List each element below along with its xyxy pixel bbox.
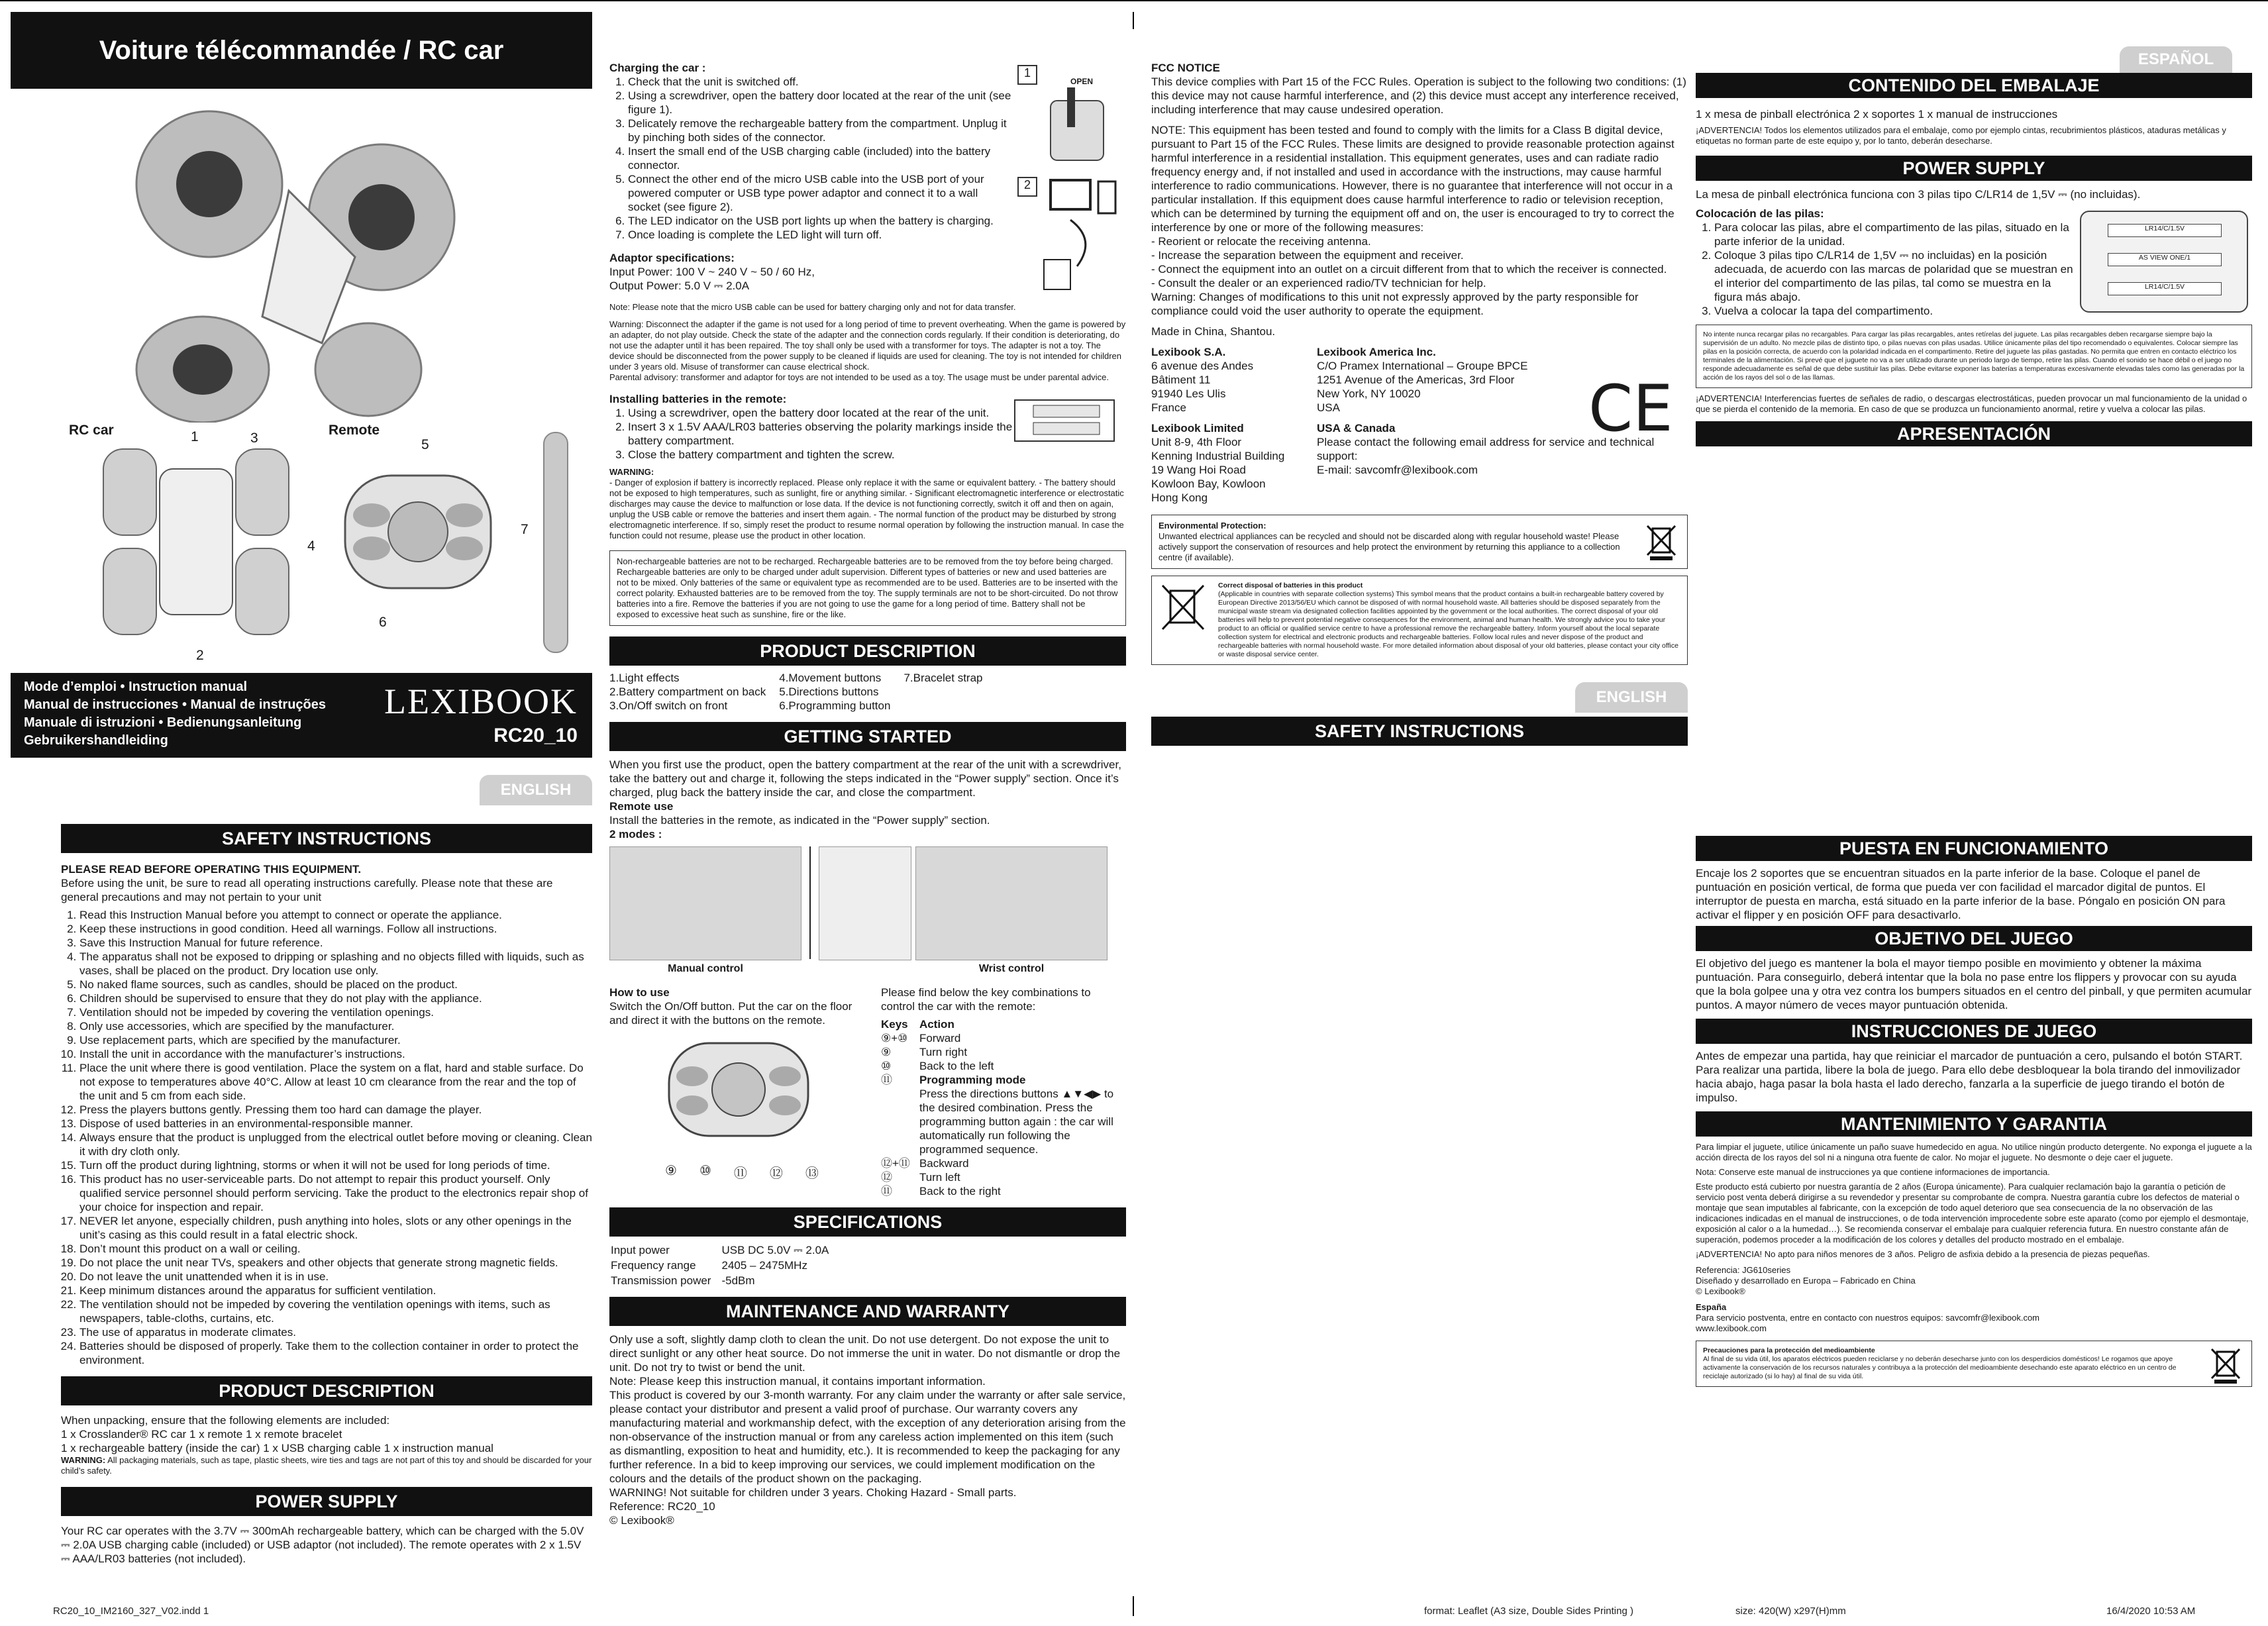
website: www.lexibook.com	[1696, 1323, 1767, 1333]
remote-label: Remote	[329, 423, 380, 438]
fcc-note: NOTE: This equipment has been tested and found to comply with the limits for a Class B digital device, pursuant to Part 15 of the FCC Rules. These limits are designed to provide reasonable protection against harmful interference in a residential installation. This equipment generates, uses and can radiate radio frequency energy and, if not installed and used in accordance with the instructions, may cause harmful interference to radio communications. However, there is no guarantee that interference will not occur in a particular installation. If this equipment does cause harmful interference to radio or television reception, which can be determined by turning the equipment off and on, the user is encouraged to try to correct the interference by one or more of the following measures:	[1151, 124, 1675, 234]
charging-step: 6. The LED indicator on the USB port lights up when the battery is charging.	[628, 214, 1013, 228]
product-items	[609, 671, 1126, 713]
figure-2-number: 2	[1017, 177, 1037, 197]
safety-item: 12. Press the players buttons gently. Pressing them too hard can damage the player.	[79, 1103, 592, 1117]
address-line: Please contact the following email address for service and technical support:	[1317, 436, 1655, 462]
address-line: New York, NY 10020	[1317, 387, 1421, 400]
panel-cover	[11, 12, 592, 1566]
safety-item: 6. Children should be supervised to ensure that they do not play with the appliance.	[79, 991, 592, 1005]
remote-use-text: Install the batteries in the remote, as indicated in the “Power supply” section.	[609, 814, 990, 827]
callout-4: 4	[307, 538, 315, 554]
charging-step: 1. Check that the unit is switched off.	[628, 75, 1013, 89]
remote-battery-figure	[1013, 399, 1119, 445]
battery-placement-steps	[1696, 221, 2073, 318]
key-number: ⑪	[733, 1166, 747, 1181]
callout-1: 1	[191, 429, 199, 444]
address-line: Bâtiment 11	[1151, 374, 1211, 386]
specifications-table	[609, 1242, 839, 1289]
product-item: 6.Programming button	[779, 699, 891, 712]
safety-item: 13. Dispose of used batteries in an environmental-responsible manner.	[79, 1117, 592, 1131]
keys-intro: Please find below the key combinations to control the car with the remote:	[881, 986, 1091, 1013]
product-item: 3.On/Off switch on front	[609, 699, 728, 712]
product-item: 4.Movement buttons	[779, 672, 882, 684]
spain-text: Para servicio postventa, entre en contacto con nuestros equipos: savcomfr@lexibook.com	[1696, 1313, 2040, 1323]
action-cell: Programming mode	[919, 1074, 1026, 1086]
ce-mark: CE	[1588, 372, 1673, 446]
spec-label: Frequency range	[611, 1259, 696, 1272]
safety-item: 5. No naked flame sources, such as candles, should be placed on the product.	[79, 978, 592, 991]
callout-6: 6	[379, 615, 387, 630]
footer-format: format: Leaflet (A3 size, Double Sides Printing )	[1424, 1605, 1633, 1617]
safety-item: 22. The ventilation should not be impeded by covering the ventilation openings with items, such as newspapers, table-cloths, curtains, etc.	[79, 1297, 592, 1325]
how-to-use-text: Switch the On/Off button. Put the car on the floor and direct it with the buttons on the remote.	[609, 1000, 852, 1027]
address-line: Kenning Industrial Building	[1151, 450, 1285, 462]
manual-control-caption: Manual control	[668, 963, 743, 974]
action-cell: Turn right	[919, 1046, 968, 1058]
footer-date: 16/4/2020 10:53 AM	[2106, 1605, 2196, 1617]
charging-step: 7. Once loading is complete the LED light will turn off.	[628, 228, 1013, 242]
parental-advisory: Parental advisory: transformer and adaptor for toys are not intended to be used as a toy. The usage must be under parental advice.	[609, 372, 1109, 382]
adaptor-note: Note: Please note that the micro USB cable can be used for battery charging only and not for data transfer.	[609, 302, 1016, 312]
fold-mark-top	[1133, 12, 1134, 29]
product-description-title: PRODUCT DESCRIPTION	[61, 1376, 592, 1405]
battery-disposal-text: (Applicable in countries with separate collection systems) This symbol means that the product contains a built-in rechargeable battery covered by European Directive 2013/56/EU which cannot be disposed of with normal household waste. All batteries should be disposed separately from the municipal waste stream via designated collection facilities appointed by the government or the local authorities. The correct disposal of your old batteries will help to prevent potential negative consequences for the environment, animal and human health. We strongly advice you to take your product to an official or qualified service centre to have a professional remove the rechargeable battery. Inform yourself about the local separate collection system for electrical and electronic products and rechargeable batteries. Follow local rules and never dispose of the product and rechargeable batteries with normal household waste. For more detailed information about disposal of your old batteries, please contact your city office or waste disposal service center.	[1218, 590, 1678, 658]
address-line: Kowloon Bay, Kowloon	[1151, 478, 1266, 490]
battery-door-figure	[1037, 87, 1117, 167]
fcc-measure: - Connect the equipment into an outlet on a circuit different from that to which the receiver is connected.	[1151, 263, 1667, 276]
fold-mark-bottom	[1133, 1596, 1134, 1616]
environment-title-es: Precauciones para la protección del medioambiente	[1703, 1347, 1875, 1354]
battery-disposal-title: Correct disposal of batteries in this product	[1218, 582, 1363, 589]
key-number: ⑩	[699, 1164, 711, 1178]
battery-label: LR14/C/1.5V	[2108, 282, 2222, 295]
maintenance-title: MAINTENANCE AND WARRANTY	[609, 1297, 1126, 1326]
safety-title-2: SAFETY INSTRUCTIONS	[1151, 717, 1688, 746]
battery-bin-icon	[1160, 582, 1206, 635]
fcc-measure: - Increase the separation between the equipment and receiver.	[1151, 249, 1464, 262]
address-line: Lexibook America Inc.	[1317, 346, 1436, 358]
product-line-1: 1 x Crosslander® RC car 1 x remote 1 x remote bracelet	[61, 1428, 342, 1441]
safety-item: 24. Batteries should be disposed of properly. Take them to the collection container in order to protect the environment.	[79, 1339, 592, 1367]
safety-item: 20. Do not leave the unit unattended when it is in use.	[79, 1270, 592, 1284]
maintenance-note: Note: Please keep this instruction manual, it contains important information.	[609, 1375, 986, 1388]
battery-notice-box: Non-rechargeable batteries are not to be recharged. Rechargeable batteries are to be removed from the toy before being charged. Rechargeable batteries are only to be charged under adult supervision. Different types of batteries or new and used batteries are not to be mixed. Only batteries of the same or equivalent type as recommended are to be used. Batteries are to be inserted with the correct polarity. Exhausted batteries are to be removed from the toy. The supply terminals are not to be short-circuited. Do not throw batteries into a fire. Remove the batteries if you are not going to use the game for a long period of time. Battery shall not be exposed to excessive heat such as sunshine, fire or the like.	[609, 550, 1126, 626]
fcc-measure: - Reorient or relocate the receiving antenna.	[1151, 235, 1371, 248]
safety-item: 15. Turn off the product during lightning, storms or when it will not be used for long periods of time.	[79, 1158, 592, 1172]
model-number: RC20_10	[493, 725, 578, 746]
address-line: USA	[1317, 401, 1340, 414]
power-supply-text: Your RC car operates with the 3.7V ⎓ 300mAh rechargeable battery, which can be charged with the 5.0V ⎓ 2.0A USB charging cable (included) or USB adaptor (not included). The remote operates with 2 x 1.5V ⎓ AAA/LR03 batteries (not included).	[61, 1525, 584, 1565]
address-line: Hong Kong	[1151, 491, 1208, 504]
maintenance-warranty-es: Este producto está cubierto por nuestra garantía de 2 años (Europa únicamente). Para cualquier reclamación bajo la garantía o petición de servicio post venta deberá dirigirse a su revendedor y presentar su comprobante de compra. Nuestra garantía cubre los defectos de material o montaje que sean imputables al fabricante, con la excepción de todo aquel deterioro que sea consecuencia de la no observación de las indicaciones indicadas en el manual de instrucciones, o de toda intervención improcedente sobre este aparato (como por ejemplo el desmontaje, exposición al calor o a la humedad…). Se recomienda conservar el embalaje para cualquier referencia futura. En nuestro constante afán de superación, podemos proceder a la modificación de los colores y detalles del producto mostrado en el embalaje.	[1696, 1182, 2249, 1245]
modes-photos	[609, 846, 1126, 975]
game-instructions-text: Antes de empezar una partida, hay que reiniciar el marcador de puntuación a cero, pulsando el botón START. Para realizar una partida, libere la bola de juego. Para ello debe desbloquear la bola tirando del inmovilizador hacia abajo, haga pasar la bola hasta el lado derecho, fanzarla a la superficie de juego tirando el botón de impulso.	[1696, 1050, 2243, 1104]
wrist-control-caption: Wrist control	[978, 963, 1045, 974]
fcc-title: FCC NOTICE	[1151, 62, 1220, 74]
address-line: 6 avenue des Andes	[1151, 360, 1254, 372]
manual-line-1: Mode d’emploi • Instruction manual	[24, 680, 248, 694]
maintenance-warning-es: ¡ADVERTENCIA! No apto para niños menores de 3 años. Peligro de asfixia debido a la presencia de piezas pequeñas.	[1696, 1249, 2150, 1259]
fcc-warning: Warning: Changes of modifications to this unit not expressly approved by the party responsible for compliance could void the user authority to operate the equipment.	[1151, 291, 1639, 317]
key-cell: ⑩	[881, 1060, 892, 1072]
safety-item: 7. Ventilation should not be impeded by covering the ventilation openings.	[79, 1005, 592, 1019]
panel-espanol	[1696, 46, 2252, 1387]
address-line: 1251 Avenue of the Americas, 3rd Floor	[1317, 374, 1515, 386]
adaptor-input: Input Power: 100 V ~ 240 V ~ 50 / 60 Hz,	[609, 266, 815, 278]
warning-title: WARNING:	[609, 467, 654, 477]
support-email: E-mail: savcomfr@lexibook.com	[1317, 464, 1478, 476]
key-cell: ⑫+⑪	[881, 1157, 910, 1170]
action-head: Action	[919, 1018, 954, 1031]
charging-step: 3. Delicately remove the rechargeable battery from the compartment. Unplug it by pinching both sides of the connector.	[628, 117, 1013, 144]
maintenance-note-es: Nota: Conserve este manual de instrucciones ya que contiene informaciones de importancia.	[1696, 1167, 2050, 1177]
getting-started-text: When you first use the product, open the battery compartment at the rear of the unit with a screwdriver, take the battery out and charge it, following the steps indicated in the “Power supply” section. Once it’s charged, plug back the battery inside the car, and close the compartment.	[609, 758, 1121, 799]
power-supply-text-es: La mesa de pinball electrónica funciona con 3 pilas tipo C/LR14 de 1,5V ⎓ (no incluidas).	[1696, 188, 2141, 201]
product-warning: All packaging materials, such as tape, plastic sheets, wire ties and tags are not part of this toy and should be discarded for your child’s safety.	[61, 1455, 592, 1476]
safety-item: 3. Save this Instruction Manual for future reference.	[79, 936, 592, 950]
copyright-es: © Lexibook®	[1696, 1286, 1745, 1296]
usb-charging-figure	[1037, 174, 1123, 299]
spec-value: 2405 – 2475MHz	[721, 1259, 807, 1272]
reference-es: Referencia: JG610series	[1696, 1265, 1791, 1275]
game-instructions-title: INSTRUCCIONES DE JUEGO	[1696, 1019, 2252, 1044]
battery-disposal-box	[1151, 576, 1688, 665]
reference: Reference: RC20_10	[609, 1500, 715, 1513]
english-tab: ENGLISH	[480, 775, 592, 805]
install-steps	[609, 406, 1013, 462]
maintenance-text-es: Para limpiar el juguete, utilice únicamente un paño suave humedecido en agua. No utilice ningún producto detergente. No exponga el juguete a la acción directa de los rayos del sol ni a ninguna otra fuente de calor. No mojar el juguete. No desmonte o deje caer el juguete.	[1696, 1142, 2252, 1162]
battery-label: LR14/C/1.5V	[2108, 224, 2222, 237]
safety-intro: Before using the unit, be sure to read all operating instructions carefully. Please note that these are general precautions and may not pertain to your unit	[61, 877, 553, 903]
spec-value: USB DC 5.0V ⎓ 2.0A	[721, 1244, 829, 1256]
emi-warning: ¡ADVERTENCIA! Interferencias fuertes de señales de radio, o descargas electrostáticas, pueden provocar un mal funcionamiento de la unidad o que se pierda el contenido de la memoria. En caso de que se produzca un funcionamiento anormal, retire y vuelva a colocar las pilas.	[1696, 393, 2247, 414]
power-supply-title-es: POWER SUPPLY	[1696, 156, 2252, 181]
action-cell: Backward	[919, 1157, 969, 1170]
footer-filename: RC20_10_IM2160_327_V02.indd 1	[53, 1605, 209, 1617]
charging-title: Charging the car :	[609, 62, 706, 74]
key-number: ⑨	[665, 1164, 677, 1178]
address-line: C/O Pramex International – Groupe BPCE	[1317, 360, 1528, 372]
keys-head: Keys	[881, 1018, 908, 1031]
callout-5: 5	[421, 437, 429, 452]
remote-use-title: Remote use	[609, 800, 674, 813]
manual-line-2: Manual de instrucciones • Manual de instruções	[24, 697, 326, 712]
spec-label: Transmission power	[611, 1274, 711, 1287]
start-title: PUESTA EN FUNCIONAMIENTO	[1696, 836, 2252, 861]
environment-box-es	[1696, 1341, 2252, 1387]
safety-lead: PLEASE READ BEFORE OPERATING THIS EQUIPMENT.	[61, 863, 362, 876]
maintenance-text: Only use a soft, slightly damp cloth to clean the unit. Do not use detergent. Do not expose the unit to direct sunlight or any other heat source. Do not immerse the unit in water. Do not dismantle or drop the unit. Do not try to twist or bend the unit.	[609, 1333, 1121, 1374]
product-item: 1.Light effects	[609, 672, 680, 684]
made-in: Made in China, Shantou.	[1151, 325, 1276, 338]
rc-car-label: RC car	[69, 423, 114, 438]
spec-label: Input power	[611, 1244, 670, 1256]
how-to-use-title: How to use	[609, 986, 670, 999]
wheelie-bin-icon-es	[2209, 1345, 2242, 1385]
product-intro: When unpacking, ensure that the following elements are included:	[61, 1414, 390, 1427]
battery-step: 2. Coloque 3 pilas tipo C/LR14 de 1,5V ⎓ no incluidas) en la posición adecuada, de acuerdo con las marcas de polaridad que se muestran en el interior del compartimento de las pilas, tal como se muestra en la figura más abajo.	[1714, 248, 2073, 304]
callout-2: 2	[196, 648, 204, 663]
keys-table	[881, 1017, 1126, 1198]
footer-size: size: 420(W) x297(H)mm	[1735, 1605, 1846, 1617]
environmental-title: Environmental Protection:	[1159, 521, 1266, 531]
charging-steps	[609, 75, 1013, 242]
action-cell: Forward	[919, 1032, 961, 1044]
rc-car-illustration	[11, 91, 592, 423]
safety-item: 4. The apparatus shall not be exposed to dripping or splashing and no objects filled with liquids, such as vases, shall be placed on the product. Dry location use only.	[79, 950, 592, 978]
presentation-title: APRESENTACIÓN	[1696, 421, 2252, 446]
lexibook-logo: LEXIBOOK	[384, 682, 578, 721]
charging-step: 2. Using a screwdriver, open the battery door located at the rear of the unit (see figure 1).	[628, 89, 1013, 117]
designed-es: Diseñado y desarrollado en Europa – Fabricado en China	[1696, 1276, 1916, 1286]
figure-open-label: OPEN	[1070, 77, 1094, 86]
battery-compartment-figure	[2080, 211, 2248, 313]
rc-car-top-view	[97, 442, 309, 641]
power-supply-title: POWER SUPPLY	[61, 1487, 592, 1516]
contents-title: CONTENIDO DEL EMBALAJE	[1696, 73, 2252, 98]
install-step: 2. Insert 3 x 1.5V AAA/LR03 batteries observing the polarity markings inside the battery compartment.	[628, 420, 1013, 448]
manual-control-photo	[609, 846, 801, 960]
panel-fcc	[1151, 61, 1688, 746]
fcc-text: This device complies with Part 15 of the FCC Rules. Operation is subject to the following two conditions: (1) this device may not cause harmful interference, and (2) this device must accept any interference received, including interference that may cause undesired operation.	[1151, 76, 1686, 116]
safety-item: 14. Always ensure that the product is unplugged from the electrical outlet before moving or cleaning. Clean it with dry cloth only.	[79, 1131, 592, 1158]
install-step: 3. Close the battery compartment and tighten the screw.	[628, 448, 1013, 462]
safety-item: 17. NEVER let anyone, especially children, push anything into holes, slots or any other openings in the unit’s casing as this could result in a fatal electric shock.	[79, 1214, 592, 1242]
battery-label: AS VIEW ONE/1	[2108, 253, 2222, 266]
safety-item: 9. Use replacement parts, which are specified by the manufacturer.	[79, 1033, 592, 1047]
safety-item: 11. Place the unit where there is good ventilation. Place the system on a flat, hard and stable surface. Do not expose to temperatures above 40°C. Allow at least 10 cm clearance from the rear and the top of the unit and 5 cm from each side.	[79, 1061, 592, 1103]
safety-item: 19. Do not place the unit near TVs, speakers and other objects that generate strong magnetic fields.	[79, 1256, 592, 1270]
action-cell: Back to the right	[919, 1185, 1001, 1197]
manual-strip	[11, 673, 592, 758]
maintenance-warning: WARNING! Not suitable for children under 3 years. Choking Hazard - Small parts.	[609, 1486, 1017, 1499]
safety-item: 8. Only use accessories, which are specified by the manufacturer.	[79, 1019, 592, 1033]
safety-item: 2. Keep these instructions in good condition. Heed all warnings. Follow all instructions.	[79, 922, 592, 936]
copyright: © Lexibook®	[609, 1514, 674, 1527]
objective-title: OBJETIVO DEL JUEGO	[1696, 926, 2252, 951]
getting-started-title: GETTING STARTED	[609, 722, 1126, 751]
callout-3: 3	[250, 431, 258, 446]
callout-7: 7	[521, 522, 529, 537]
manual-line-4: Gebruikershandleiding	[24, 733, 168, 748]
espanol-tab: ESPAÑOL	[2120, 46, 2232, 73]
charging-figures	[1017, 61, 1123, 306]
wheelie-bin-icon	[1645, 522, 1678, 562]
maintenance-title-es: MANTENIMIENTO Y GARANTIA	[1696, 1111, 2252, 1137]
charging-step: 5. Connect the other end of the micro USB cable into the USB port of your powered computer or USB type power adaptor and connect it to a wall socket (see figure 2).	[628, 172, 1013, 214]
key-cell: ⑪	[881, 1074, 892, 1086]
start-text: Encaje los 2 soportes que se encuentran situados en la parte inferior de la base. Coloque el panel de puntuación en posición vertical, de forma que pueda ver con facilidad el marcador digital de puntos. El interruptor de puesta en marcha, está situado en la parte inferior de la base. Póngalo en posición ON para activar el flipper y en posición OFF para desactivarlo.	[1696, 867, 2226, 921]
safety-item: 1. Read this Instruction Manual before you attempt to connect or operate the appliance.	[79, 908, 592, 922]
environmental-text: Unwanted electrical appliances can be recycled and should not be discarded along with regular household waste! Please actively support the conservation of resources and help protect the environment by returning this appliance to a collection centre (if available).	[1159, 531, 1620, 562]
contents-text: 1 x mesa de pinball electrónica 2 x soportes 1 x manual de instrucciones	[1696, 108, 2058, 121]
address-line: Unit 8-9, 4th Floor	[1151, 436, 1242, 448]
safety-item: 21. Keep minimum distances around the apparatus for sufficient ventilation.	[79, 1284, 592, 1297]
wrist-strap-photo	[819, 846, 911, 960]
battery-notice-box-es: No intente nunca recargar pilas no recargables. Para cargar las pilas recargables, antes retírelas del juguete. Las pilas recargables deben recargarse siempre bajo la supervisión de un adulto. No mezcle pilas de distinto tipo, o pilas nuevas con pilas usadas. Utilice únicamente pilas del tipo recomendado o equivalentes. Colocar siempre las pilas en la posición correcta, de acuerdo con la polaridad indicada en el compartimento. Retire del juguete las pilas gastadas. No permita que entren en contacto eléctrico los terminales de la alimentación. Si prevé que el juguete no va a ser utilizado durante un periodo largo de tiempo, retire las pilas. Cuando el sonido se hace débil o el juego no responde adecuadamente es señal de que debe sustituir las pilas. Debe evitarse exponer las baterías a temperaturas excesivamente elevadas tales como las generadas por la acción de los rayos del sol o de las llamas.	[1696, 325, 2252, 388]
install-step: 1. Using a screwdriver, open the battery door located at the rear of the unit.	[628, 406, 1013, 420]
address-line: USA & Canada	[1317, 422, 1396, 434]
english-tab-2: ENGLISH	[1575, 682, 1688, 713]
safety-list	[61, 908, 592, 1367]
environmental-box	[1151, 515, 1688, 569]
how-to-use-area	[609, 986, 1126, 1198]
address-line: Lexibook Limited	[1151, 422, 1244, 434]
figure-1-number: 1	[1017, 65, 1037, 85]
key-cell: ⑫	[881, 1171, 892, 1184]
address-line: France	[1151, 401, 1186, 414]
objective-text: El objetivo del juego es mantener la bola el mayor tiempo posible en movimiento y obtener la máxima puntuación. Para conseguirlo, deberá intentar que la bola no pase entre los flippers y provocar con su ayuda que la bola golpee una y otra vez contra los bumpers situados en el centro del pinball, y que permiten acumular puntos. A mayor número de veces mayor puntuación obtenida.	[1696, 957, 2252, 1011]
bracelet-strap	[543, 432, 568, 653]
manual-line-3: Manuale di istruzioni • Bedienungsanleitung	[24, 715, 302, 730]
addresses	[1151, 345, 1688, 511]
panel-english-instructions	[609, 61, 1126, 1527]
spec-value: -5dBm	[721, 1274, 755, 1287]
address-line: Lexibook S.A.	[1151, 346, 1226, 358]
wrist-control-photo	[915, 846, 1108, 960]
safety-item: 23. The use of apparatus in moderate climates.	[79, 1325, 592, 1339]
environment-text-es: Al final de su vida útil, los aparatos eléctricos pueden reciclarse y no deberán desecharse junto con los desperdicios domésticos! Le rogamos que apoye activamente la conservación de los recursos naturales y contribuya a la protección del medioambiente desechando este aparato eléctrico en un centro de reciclaje autorizado (si lo hay) al final de su vida útil.	[1703, 1355, 2177, 1380]
key-number: ⑫	[769, 1166, 783, 1181]
safety-item: 10. Install the unit in accordance with the manufacturer’s instructions.	[79, 1047, 592, 1061]
key-cell: ⑨	[881, 1046, 892, 1058]
install-batteries-title: Installing batteries in the remote:	[609, 393, 787, 405]
remote-illustration	[342, 462, 494, 595]
fcc-measure: - Consult the dealer or an experienced radio/TV technician for help.	[1151, 277, 1486, 289]
action-cell: Back to the left	[919, 1060, 994, 1072]
product-description-title-2: PRODUCT DESCRIPTION	[609, 636, 1126, 666]
adaptor-warning: Warning: Disconnect the adapter if the game is not used for a long period of time to prevent overheating. When the game is powered by an adapter, do not play outside. Check the state of the adapter and the connection cords regularly. If their condition is deteriorating, do not use the adapter until it has been repaired. The toy shall only be used with a transformer for toys. The adapter is not a toy. The device should be disconnected from the power supply to be cleaned if liquids are used for cleaning. The toy is not intended for children under 3 years old. Misuse of transformer can cause electrical shock.	[609, 319, 1126, 372]
product-line-2: 1 x rechargeable battery (inside the car) 1 x USB charging cable 1 x instruction manual	[61, 1442, 493, 1454]
product-item: 5.Directions buttons	[779, 686, 879, 698]
battery-warning: - Danger of explosion if battery is incorrectly replaced. Please only replace it with the same or equivalent battery. - The battery should not be exposed to high temperatures, such as sunlight, fire or anything similar. - Significant electromagnetic interference or electrostatic discharges may cause the device to malfunction or lose data. If the device is not functioning correctly, switch it off and then on again, unplug the USB cable or remove the batteries and insert them again. - The normal function of the product may be disturbed by strong electromagnetic interference. If so, simply reset the product to resume normal operation by following the instruction manual. In case the function could not resume, please use the product in other location.	[609, 478, 1124, 540]
remote-keys-diagram	[662, 1037, 821, 1162]
address-line: 19 Wang Hoi Road	[1151, 464, 1247, 476]
battery-step: 3. Vuelva a colocar la tapa del compartimento.	[1714, 304, 2073, 318]
key-cell: ⑨+⑩	[881, 1032, 908, 1044]
charging-step: 4. Insert the small end of the USB charging cable (included) into the battery connector.	[628, 144, 1013, 172]
battery-placement-title: Colocación de las pilas:	[1696, 207, 1824, 220]
adaptor-title: Adaptor specifications:	[609, 252, 735, 264]
action-cell: Press the directions buttons ▲▼◀▶ to the desired combination. Press the programming button again : the car will automatically run following the programmed sequence.	[919, 1088, 1114, 1156]
product-item: 7.Bracelet strap	[903, 672, 983, 684]
maintenance-warranty: This product is covered by our 3-month warranty. For any claim under the warranty or after sale service, please contact your distributor and present a valid proof of purchase. Our warranty covers any manufacturing material and workmanship defect, with the exception of any deterioration arising from the non-observance of the instruction manual or from any careless action implemented on this item (such as dismantling, exposition to heat and humidity, etc.). It is recommended to keep the packaging for any further reference. In a bid to keep improving our services, we could implement modification on the colours and the details of the product shown on the packaging.	[609, 1389, 1126, 1485]
key-number: ⑬	[805, 1166, 819, 1181]
modes-label: 2 modes :	[609, 828, 662, 840]
adaptor-output: Output Power: 5.0 V ⎓ 2.0A	[609, 279, 750, 292]
product-warning-label: WARNING:	[61, 1455, 106, 1465]
spain-title: España	[1696, 1302, 1727, 1312]
diagram-area	[11, 423, 592, 668]
product-item: 2.Battery compartment on back	[609, 686, 766, 698]
page-top-edge	[0, 0, 2268, 1]
cover-title: Voiture télécommandée / RC car	[11, 12, 592, 89]
address-line: 91940 Les Ulis	[1151, 387, 1226, 400]
safety-item: 18. Don’t mount this product on a wall or ceiling.	[79, 1242, 592, 1256]
battery-step: 1. Para colocar las pilas, abre el compartimento de las pilas, situado en la parte inferior de la unidad.	[1714, 221, 2073, 248]
key-cell: ⑪	[881, 1185, 892, 1197]
action-cell: Turn left	[919, 1171, 960, 1184]
contents-warning: ¡ADVERTENCIA! Todos los elementos utilizados para el embalaje, como por ejemplo cintas, recubrimientos plásticos, ataduras metálicas y etiquetas no forman parte de este equipo y, por lo tanto, deberán desecharse.	[1696, 125, 2226, 146]
specifications-title: SPECIFICATIONS	[609, 1207, 1126, 1237]
safety-title: SAFETY INSTRUCTIONS	[61, 824, 592, 853]
safety-item: 16. This product has no user-serviceable parts. Do not attempt to repair this product yourself. Only qualified service personnel should perform servicing. Take the product to the electronics repair shop of your choice for inspection and repair.	[79, 1172, 592, 1214]
remote-key-numbers	[665, 1162, 868, 1182]
